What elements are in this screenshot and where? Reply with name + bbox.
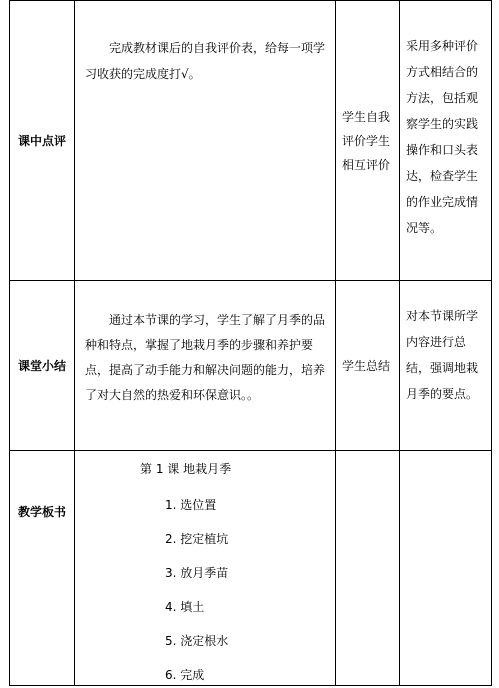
- content-text-review: 完成教材课后的自我评价表，给每一项学习收获的完成度打√。: [85, 41, 326, 81]
- remark-cell-review: [400, 1, 492, 281]
- method-cell-review: [336, 1, 400, 281]
- lesson-plan-table: [9, 0, 492, 686]
- row-label-review: 课中点评: [10, 1, 75, 281]
- board-cell: [75, 451, 336, 686]
- method-cell-board: [336, 451, 400, 686]
- method-text-summary: 学生总结: [342, 358, 391, 373]
- remark-text-review: 采用多种评价方式相结合的方法，包括观察学生的实践操作和口头表达，检查学生的作业完成情况等。: [406, 39, 479, 235]
- board-item: 6. 完成: [165, 668, 205, 682]
- row-label-summary: 课堂小结: [10, 281, 75, 451]
- row-label-board: 教学板书: [10, 451, 75, 686]
- content-cell-review: [75, 1, 336, 281]
- board-item: 5. 浇定根水: [165, 634, 229, 648]
- board-list: [75, 495, 335, 685]
- remark-cell-board: [400, 451, 492, 686]
- table-row-board: [10, 451, 492, 686]
- table-row-summary: [10, 281, 492, 451]
- remark-cell-summary: [400, 281, 492, 451]
- content-cell-summary: [75, 281, 336, 451]
- remark-text-summary: 对本节课所学内容进行总结，强调地栽月季的要点。: [406, 309, 479, 401]
- board-title: 第 1 课 地栽月季: [140, 462, 232, 476]
- method-cell-summary: [336, 281, 400, 451]
- table-row-review: [10, 1, 492, 281]
- board-item: 2. 挖定植坑: [165, 532, 229, 546]
- board-item: 1. 选位置: [165, 498, 217, 512]
- method-text-review: 学生自我评价学生相互评价: [342, 109, 391, 172]
- board-item: 3. 放月季苗: [165, 566, 229, 580]
- board-item: 4. 填土: [165, 600, 205, 614]
- content-text-summary: 通过本节课的学习，学生了解了月季的品种和特点，掌握了地栽月季的步骤和养护要点，提高了动手能力和解决问题的能力，培养了对大自然的热爱和环保意识。。: [85, 313, 326, 402]
